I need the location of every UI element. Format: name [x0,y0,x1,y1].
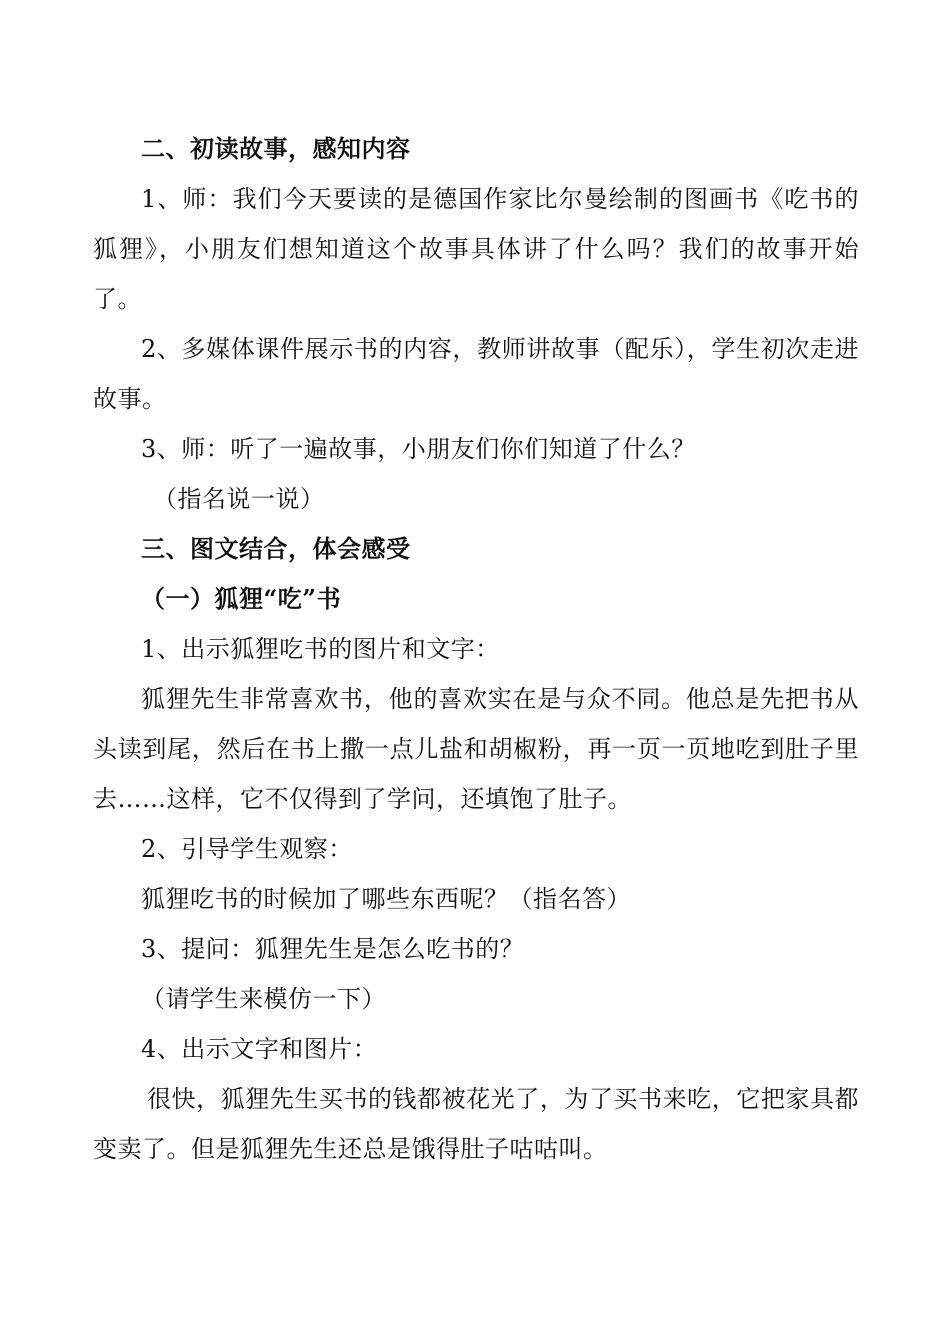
sub1-item-2: 2、引导学生观察： [141,835,353,863]
sub1-note: （请学生来模仿一下） [141,985,386,1013]
section2-note: （指名说一说） [153,485,325,513]
sub1-item-1: 1、出示狐狸吃书的图片和文字： [141,635,500,663]
section-heading-3: 三、图文结合，体会感受 [141,534,411,563]
sub1-item-3: 3、提问：狐狸先生是怎么吃书的？ [141,935,525,963]
section2-item-3: 3、师：听了一遍故事，小朋友们你们知道了什么？ [141,435,696,463]
subsection-heading-1: （一）狐狸“吃”书 [141,584,342,613]
sub1-item-4: 4、出示文字和图片： [141,1035,378,1063]
section2-item-2: 2、多媒体课件展示书的内容，教师讲故事（配乐），学生初次走进故事。 [93,335,859,413]
sub1-question: 狐狸吃书的时候加了哪些东西呢？（指名答） [141,885,631,913]
sub1-quote-2: 很快，狐狸先生买书的钱都被花光了，为了买书来吃，它把家具都变卖了。但是狐狸先生还总是饿得肚子咕咕叫。 [93,1085,859,1163]
section-heading-2: 二、初读故事，感知内容 [141,134,411,163]
sub1-quote-1: 狐狸先生非常喜欢书，他的喜欢实在是与众不同。他总是先把书从头读到尾，然后在书上撒一点儿盐和胡椒粉，再一页一页地吃到肚子里去……这样，它不仅得到了学问，还填饱了肚子。 [93,685,859,813]
section2-item-1: 1、师：我们今天要读的是德国作家比尔曼绘制的图画书《吃书的狐狸》，小朋友们想知道这个故事具体讲了什么吗？我们的故事开始了。 [93,185,859,313]
document-page [93,124,859,1174]
